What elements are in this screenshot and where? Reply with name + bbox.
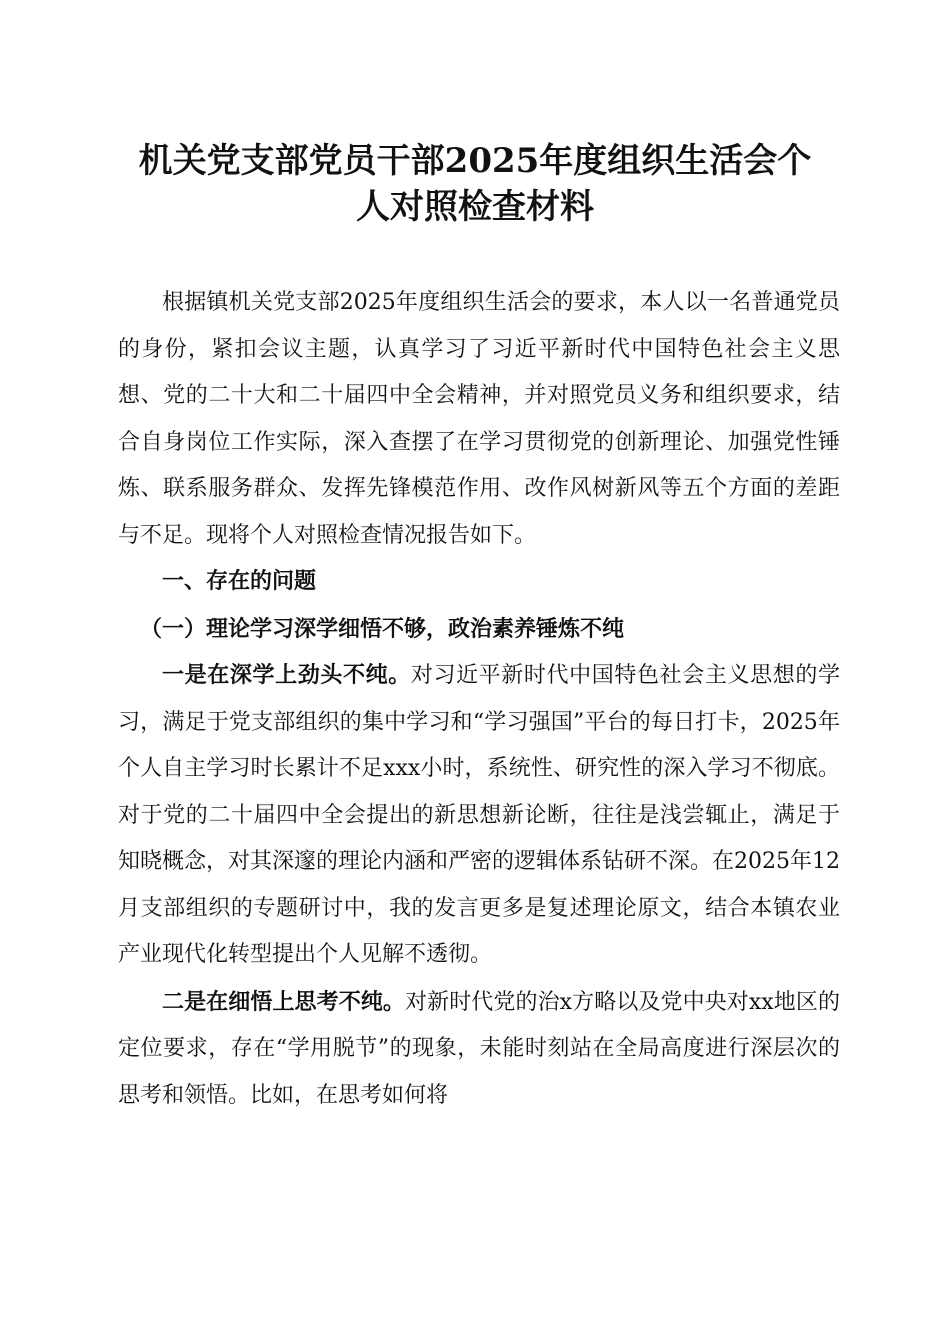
section-heading-problems: 一、存在的问题 bbox=[162, 569, 317, 594]
paragraph-deep-study bbox=[118, 652, 840, 979]
document-body bbox=[118, 280, 840, 1119]
paragraph-text: 对新时代党的治x方略以及党中央对xx地区的定位要求，存在“学用脱节”的现象，未能时刻站在全局高度进行深层次的思考和领悟。比如，在思考如何将 bbox=[118, 989, 840, 1108]
paragraph-lead: 二是在细悟上思考不纯。 bbox=[162, 988, 406, 1015]
paragraph-text: 对习近平新时代中国特色社会主义思想的学习，满足于党支部组织的集中学习和“学习强国”平台的每日打卡，2025年个人自主学习时长累计不足xxx小时，系统性、研究性的深入学习不彻底。对于党的二十届四中全会提出的新思想新论断，往往是浅尝辄止，满足于知晓概念，对其深邃的理论内涵和严密的逻辑体系钻研不深。在2025年12月支部组织的专题研讨中，我的发言更多是复述理论原文，结合本镇农业产业现代化转型提出个人见解不透彻。 bbox=[118, 663, 840, 967]
title-line-1: 机关党支部党员干部2025年度组织生活会个 bbox=[138, 141, 812, 181]
document-title bbox=[120, 138, 830, 230]
subsection-heading-1: （一）理论学习深学细悟不够，政治素养锤炼不纯 bbox=[140, 615, 625, 642]
paragraph-fine-understanding bbox=[118, 979, 840, 1120]
intro-paragraph: 根据镇机关党支部2025年度组织生活会的要求，本人以一名普通党员的身份，紧扣会议主题，认真学习了习近平新时代中国特色社会主义思想、党的二十大和二十届四中全会精神，并对照党员义务和组织要求，结合自身岗位工作实际，深入查摆了在学习贯彻党的创新理论、加强党性锤炼、联系服务群众、发挥先锋模范作用、改作风树新风等五个方面的差距与不足。现将个人对照检查情况报告如下。 bbox=[118, 290, 840, 548]
title-line-2: 人对照检查材料 bbox=[356, 187, 594, 227]
paragraph-lead: 一是在深学上劲头不纯。 bbox=[162, 662, 411, 688]
